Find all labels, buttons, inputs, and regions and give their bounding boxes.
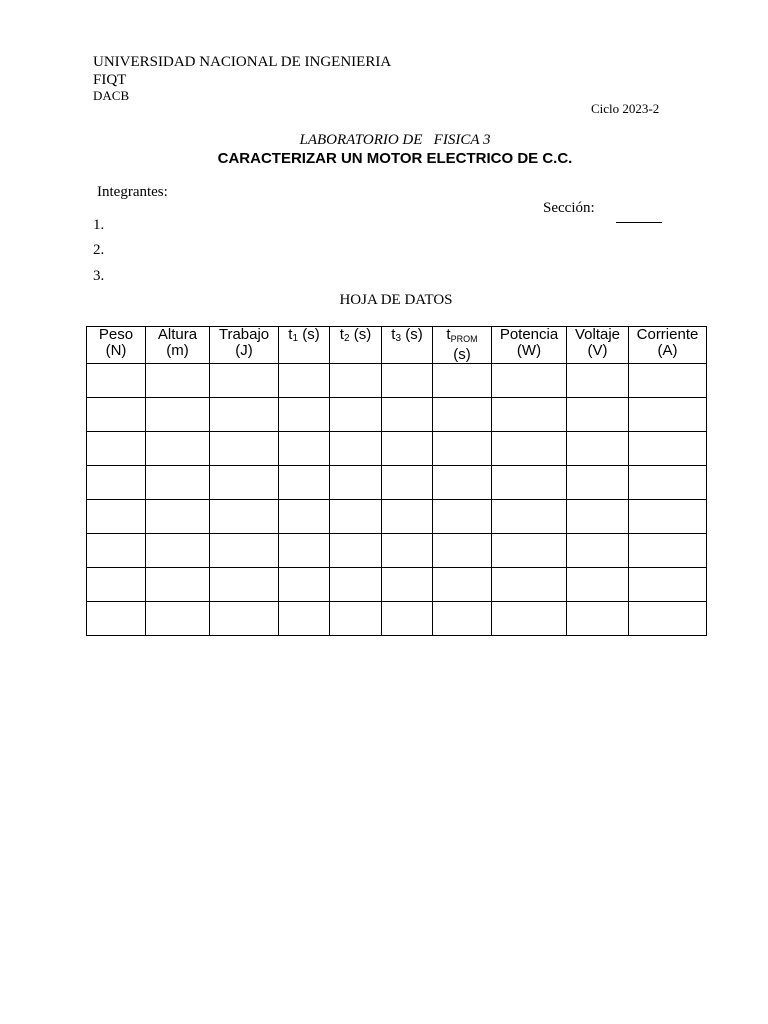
section-label: Sección: <box>543 200 595 216</box>
table-cell[interactable] <box>210 602 279 636</box>
table-cell[interactable] <box>146 500 210 534</box>
table-cell[interactable] <box>433 534 492 568</box>
table-cell[interactable] <box>87 534 146 568</box>
table-cell[interactable] <box>279 534 330 568</box>
table-cell[interactable] <box>210 500 279 534</box>
table-cell[interactable] <box>382 466 433 500</box>
table-cell[interactable] <box>146 466 210 500</box>
table-cell[interactable] <box>330 432 382 466</box>
table-cell[interactable] <box>492 534 567 568</box>
table-cell[interactable] <box>433 568 492 602</box>
table-cell[interactable] <box>567 398 629 432</box>
table-cell[interactable] <box>492 364 567 398</box>
table-cell[interactable] <box>279 466 330 500</box>
table-cell[interactable] <box>146 398 210 432</box>
members-label: Integrantes: <box>97 184 168 200</box>
table-cell[interactable] <box>567 364 629 398</box>
table-cell[interactable] <box>629 534 707 568</box>
table-body <box>87 364 707 636</box>
table-cell[interactable] <box>87 568 146 602</box>
faculty-name: FIQT <box>93 72 127 88</box>
col-voltaje: Voltaje (V) <box>567 327 629 364</box>
table-cell[interactable] <box>146 432 210 466</box>
data-table <box>86 326 707 636</box>
table-cell[interactable] <box>382 534 433 568</box>
section-blank-line[interactable] <box>616 222 662 223</box>
col-t1: $t_1$ (s) <box>279 327 330 364</box>
table-cell[interactable] <box>382 364 433 398</box>
table-cell[interactable] <box>433 364 492 398</box>
table-header-row <box>87 327 707 364</box>
col-potencia: Potencia (W) <box>492 327 567 364</box>
table-cell[interactable] <box>330 466 382 500</box>
table-row <box>87 364 707 398</box>
table-cell[interactable] <box>629 466 707 500</box>
table-cell[interactable] <box>629 500 707 534</box>
table-cell[interactable] <box>433 432 492 466</box>
table-cell[interactable] <box>210 568 279 602</box>
table-cell[interactable] <box>210 364 279 398</box>
member-number-3: 3. <box>93 268 105 284</box>
table-cell[interactable] <box>146 364 210 398</box>
table-row <box>87 534 707 568</box>
table-cell[interactable] <box>330 534 382 568</box>
col-peso: Peso (N) <box>87 327 146 364</box>
table-cell[interactable] <box>279 364 330 398</box>
table-cell[interactable] <box>330 398 382 432</box>
table-cell[interactable] <box>433 466 492 500</box>
table-cell[interactable] <box>87 466 146 500</box>
table-row <box>87 500 707 534</box>
table-cell[interactable] <box>492 602 567 636</box>
table-cell[interactable] <box>492 500 567 534</box>
table-cell[interactable] <box>492 432 567 466</box>
table-cell[interactable] <box>210 534 279 568</box>
table-cell[interactable] <box>210 432 279 466</box>
table-cell[interactable] <box>87 432 146 466</box>
table-cell[interactable] <box>382 602 433 636</box>
table-cell[interactable] <box>567 568 629 602</box>
document-title: CARACTERIZAR UN MOTOR ELECTRICO DE C.C. <box>217 150 573 167</box>
col-t3: $t_3$ (s) <box>382 327 433 364</box>
table-cell[interactable] <box>567 432 629 466</box>
table-cell[interactable] <box>629 432 707 466</box>
table-cell[interactable] <box>433 602 492 636</box>
table-cell[interactable] <box>279 602 330 636</box>
table-cell[interactable] <box>567 534 629 568</box>
table-row <box>87 466 707 500</box>
table-cell[interactable] <box>330 500 382 534</box>
table-cell[interactable] <box>567 466 629 500</box>
table-cell[interactable] <box>629 398 707 432</box>
table-cell[interactable] <box>629 364 707 398</box>
table-cell[interactable] <box>279 500 330 534</box>
table-cell[interactable] <box>382 568 433 602</box>
table-row <box>87 398 707 432</box>
table-cell[interactable] <box>279 398 330 432</box>
table-cell[interactable] <box>279 568 330 602</box>
table-cell[interactable] <box>330 602 382 636</box>
table-cell[interactable] <box>492 398 567 432</box>
table-cell[interactable] <box>382 500 433 534</box>
col-corriente: Corriente (A) <box>629 327 707 364</box>
col-altura: Altura (m) <box>146 327 210 364</box>
table-cell[interactable] <box>492 466 567 500</box>
table-cell[interactable] <box>330 568 382 602</box>
table-cell[interactable] <box>629 568 707 602</box>
table-cell[interactable] <box>210 398 279 432</box>
table-cell[interactable] <box>382 432 433 466</box>
table-cell[interactable] <box>146 534 210 568</box>
col-t2: $t_2$ (s) <box>330 327 382 364</box>
table-cell[interactable] <box>146 602 210 636</box>
table-cell[interactable] <box>146 568 210 602</box>
data-sheet-title: HOJA DE DATOS <box>339 292 453 308</box>
department-name: DACB <box>93 88 130 103</box>
col-trabajo: Trabajo (J) <box>210 327 279 364</box>
table-cell[interactable] <box>433 500 492 534</box>
table-cell[interactable] <box>492 568 567 602</box>
table-cell[interactable] <box>279 432 330 466</box>
table-cell[interactable] <box>87 500 146 534</box>
member-number-2: 2. <box>93 242 105 258</box>
table-cell[interactable] <box>87 602 146 636</box>
table-cell[interactable] <box>330 364 382 398</box>
table-cell[interactable] <box>433 398 492 432</box>
university-name: UNIVERSIDAD NACIONAL DE INGENIERIA <box>93 54 392 70</box>
table-cell[interactable] <box>87 364 146 398</box>
col-tprom: $t_{PROM}$ (s) <box>433 327 492 364</box>
cycle-label: Ciclo 2023-2 <box>591 101 660 116</box>
table-row <box>87 432 707 466</box>
table-cell[interactable] <box>629 602 707 636</box>
table-row <box>87 568 707 602</box>
table-cell[interactable] <box>382 398 433 432</box>
member-number-1: 1. <box>93 217 105 233</box>
table-cell[interactable] <box>567 602 629 636</box>
table-cell[interactable] <box>567 500 629 534</box>
table-row <box>87 602 707 636</box>
table-cell[interactable] <box>87 398 146 432</box>
table-cell[interactable] <box>210 466 279 500</box>
lab-subtitle: LABORATORIO DE FISICA 3 <box>299 132 491 148</box>
